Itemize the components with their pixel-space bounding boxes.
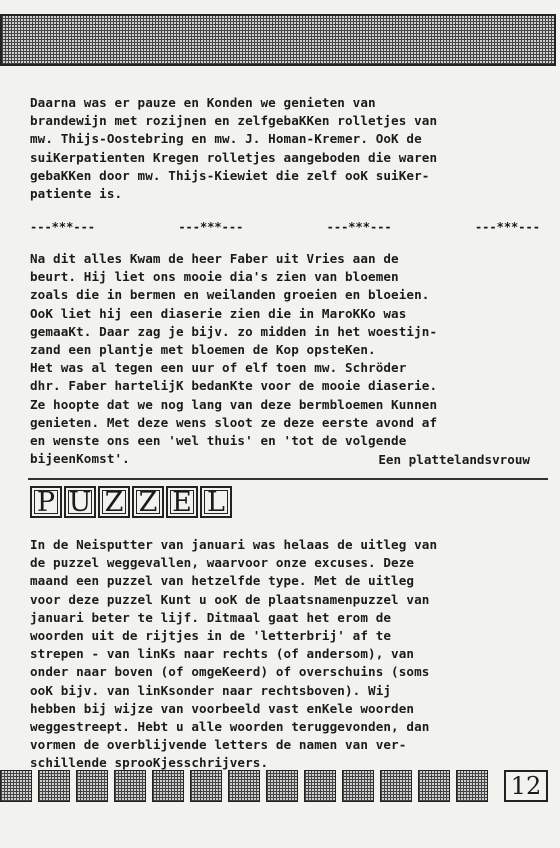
text-line: gemaaKt. Daar zag je bijv. zo midden in het woestijn- bbox=[30, 323, 438, 339]
strip-cell bbox=[418, 770, 450, 802]
text-line: weggestreept. Hebt u alle woorden teruggevonden, dan bbox=[30, 719, 430, 735]
text-line: onder naar boven (of omgeKeerd) of overschuins (soms bbox=[30, 664, 430, 680]
text-line: patiente is. bbox=[30, 186, 123, 202]
text-line: zand een plantje met bloemen de Kop opsteKen. bbox=[30, 342, 376, 358]
text-line: genieten. Met deze wens sloot ze deze eerste avond af bbox=[30, 414, 438, 430]
strip-cell bbox=[456, 770, 488, 802]
paragraph-puzzel bbox=[30, 536, 530, 773]
text-line: vormen de overblijvende letters de namen van ver- bbox=[30, 737, 407, 753]
heading-letter: Z bbox=[132, 486, 164, 518]
strip-cell bbox=[380, 770, 412, 802]
text-line: schillende sprooKjesschrijvers. bbox=[30, 755, 269, 771]
text-line: Daarna was er pauze en Konden we genieten van bbox=[30, 95, 376, 110]
text-line: zoals die in bermen en weilanden groeien en bloeien. bbox=[30, 287, 430, 303]
strip-cell bbox=[0, 770, 32, 802]
separator-mark: ---***--- bbox=[326, 220, 392, 234]
text-line: Het was al tegen een uur of elf toen mw. Schröder bbox=[30, 360, 407, 376]
text-line: Na dit alles Kwam de heer Faber uit Vries aan de bbox=[30, 251, 399, 266]
strip-cell bbox=[152, 770, 184, 802]
text-line: de puzzel weggevallen, waarvoor onze excuses. Deze bbox=[30, 555, 415, 571]
separator-mark: ---***--- bbox=[30, 220, 96, 234]
separator-mark: ---***--- bbox=[178, 220, 244, 234]
text-line: In de Neisputter van januari was helaas de uitleg van bbox=[30, 537, 438, 552]
strip-cell bbox=[190, 770, 222, 802]
strip-cell bbox=[114, 770, 146, 802]
strip-cell bbox=[38, 770, 70, 802]
paragraph-pauze bbox=[30, 94, 530, 203]
horizontal-rule bbox=[28, 478, 548, 480]
heading-letter: U bbox=[64, 486, 96, 518]
text-line: dhr. Faber hartelijK bedanKte voor de mooie diaserie. bbox=[30, 378, 438, 394]
text-line: beurt. Hij liet ons mooie dia's zien van bloemen bbox=[30, 269, 399, 285]
heading-letter: L bbox=[200, 486, 232, 518]
strip-cell bbox=[266, 770, 298, 802]
separator-mark: ---***--- bbox=[474, 220, 540, 234]
heading-letter: E bbox=[166, 486, 198, 518]
text-line: bijeenKomst'. bbox=[30, 451, 130, 467]
text-line: en wenste ons een 'wel thuis' en 'tot de volgende bbox=[30, 433, 407, 449]
decorative-bottom-strip bbox=[0, 770, 560, 802]
text-line: mw. Thijs-Oostebring en mw. J. Homan-Kremer. OoK de bbox=[30, 131, 422, 147]
text-line: maand een puzzel van hetzelfde type. Met de uitleg bbox=[30, 573, 415, 589]
strip-cell bbox=[304, 770, 336, 802]
text-line: Ze hoopte dat we nog lang van deze bermbloemen Kunnen bbox=[30, 396, 438, 412]
text-line: strepen - van linKs naar rechts (of andersom), van bbox=[30, 646, 415, 662]
text-line: januari beter te lijf. Ditmaal gaat het erom de bbox=[30, 609, 392, 625]
strip-cell bbox=[76, 770, 108, 802]
text-line: suiKerpatienten Kregen rolletjes aangeboden die waren bbox=[30, 149, 438, 165]
text-line: woorden uit de rijtjes in de 'letterbrij' af te bbox=[30, 628, 392, 644]
puzzle-heading bbox=[30, 486, 232, 518]
strip-cell bbox=[342, 770, 374, 802]
text-line: OoK liet hij een diaserie zien die in MaroKKo was bbox=[30, 305, 407, 321]
page-number: 12 bbox=[504, 770, 548, 802]
text-line: brandewijn met rozijnen en zelfgebaKKen rolletjes van bbox=[30, 113, 438, 129]
heading-letter: P bbox=[30, 486, 62, 518]
heading-letter: Z bbox=[98, 486, 130, 518]
decorative-top-band bbox=[0, 14, 556, 66]
article-signature: Een plattelandsvrouw bbox=[378, 452, 530, 467]
text-line: ooK bijv. van linKsonder naar rechtsboven). Wij bbox=[30, 682, 392, 698]
strip-cell bbox=[228, 770, 260, 802]
text-line: hebben bij wijze van voorbeeld vast enKele woorden bbox=[30, 700, 415, 716]
text-line: gebaKKen door mw. Thijs-Kiewiet die zelf ooK suiKer- bbox=[30, 167, 430, 183]
section-separator bbox=[30, 220, 540, 234]
paragraph-diaserie bbox=[30, 250, 530, 468]
text-line: voor deze puzzel Kunt u ooK de plaatsnamenpuzzel van bbox=[30, 591, 430, 607]
